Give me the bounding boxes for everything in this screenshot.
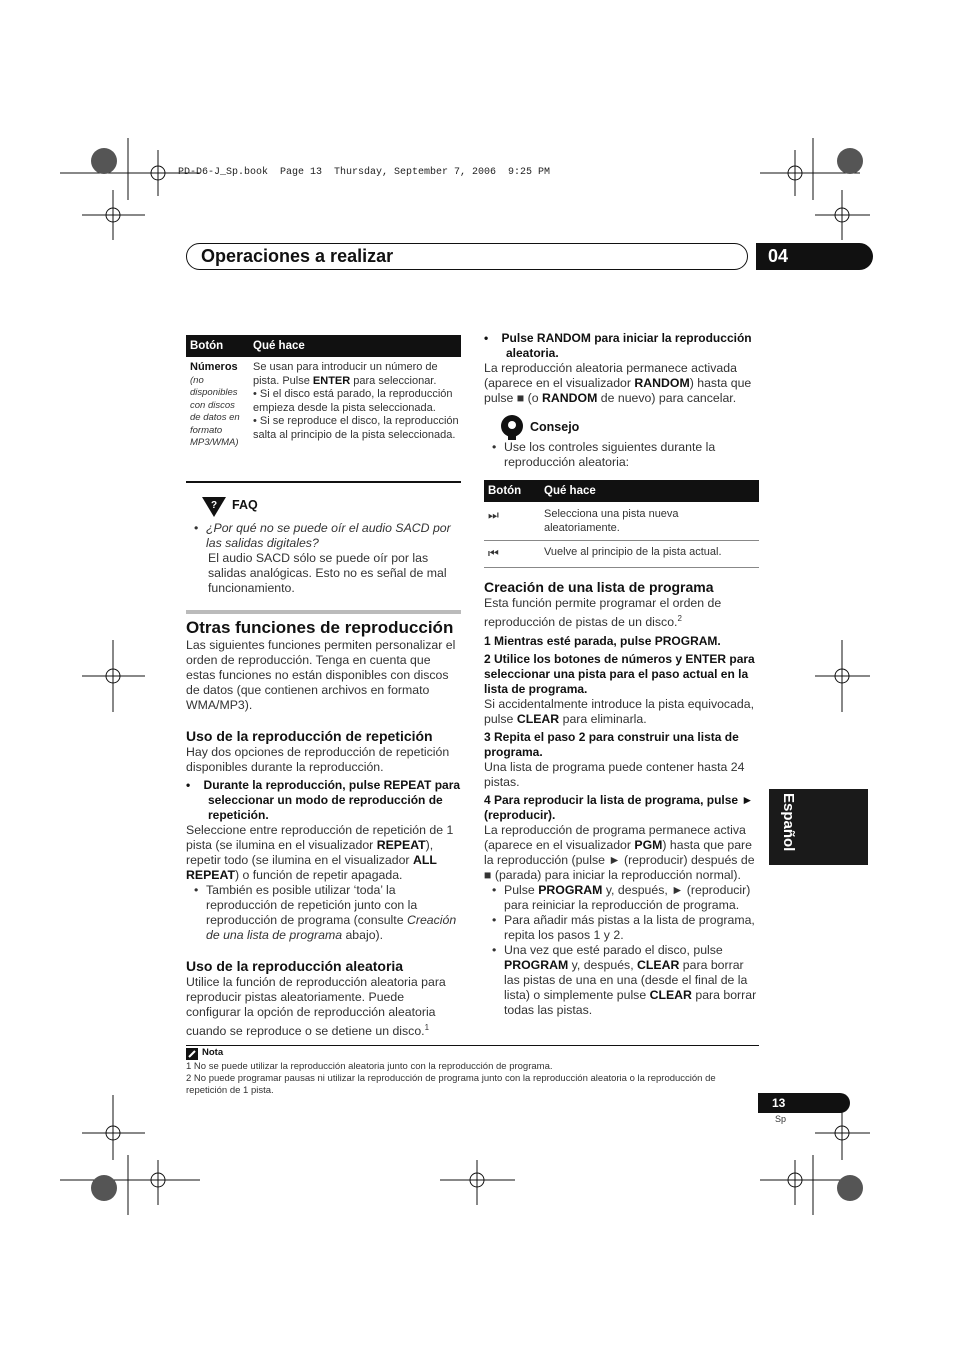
- row-key-note: (no disponibles con discos de datos en formato MP3/WMA): [190, 374, 240, 448]
- random-step: • Pulse RANDOM para iniciar la reproducción aleatoria.: [484, 331, 752, 360]
- note-1: 1 No se puede utilizar la reproducción aleatoria junto con la reproducción de programa.: [186, 1061, 553, 1072]
- row-desc-end: para seleccionar.: [350, 374, 437, 387]
- page-language: Sp: [775, 1114, 787, 1124]
- repeat-intro: Hay dos opciones de reproducción de repetición disponibles durante la reproducción.: [186, 745, 450, 774]
- faq-icon: [200, 493, 228, 519]
- page-number: 13: [758, 1093, 850, 1113]
- notes-divider: [186, 1045, 759, 1046]
- row-bullet: • Si se reproduce el disco, la reproducción salta al principio de la pista seleccionada.: [253, 415, 459, 441]
- program-bullet: • Pulse PROGRAM y, después, ► (reproducir) para reiniciar la reproducción de programa.: [484, 883, 759, 913]
- table-col-button: Botón: [190, 340, 224, 352]
- program-step-4-body: La reproducción de programa permanece activa (aparece en el visualizador PGM) hasta que pare la reproducción (pulse ► (reproducir) después de ■ (parada) para iniciar la reproducción normal).: [484, 823, 755, 883]
- notes: [186, 1047, 759, 1097]
- row-desc: Vuelve al principio de la pista actual.: [544, 546, 722, 558]
- table-row: [484, 502, 759, 541]
- buttons-table-header: [186, 335, 461, 357]
- note-2: 2 No puede programar pausas ni utilizar la reproducción de programa junto con la reproducción aleatoria o la reproducción de repetición de 1 pista.: [186, 1073, 716, 1096]
- random-step-body: La reproducción aleatoria permanece activada (aparece en el visualizador RANDOM) hasta que pulse ■ (o RANDOM de nuevo) para cancelar.: [484, 361, 752, 405]
- previous-track-icon: ⏮: [488, 546, 499, 560]
- chapter-number: 04: [756, 243, 873, 270]
- row-desc: Selecciona una pista nueva aleatoriamente.: [544, 508, 679, 534]
- section-title-random: Uso de la reproducción aleatoria: [186, 958, 404, 974]
- language-tab-label: Español: [780, 793, 797, 852]
- program-intro: Esta función permite programar el orden de reproducción de pistas de un disco.$^2$: [484, 596, 722, 630]
- program-step-2: 2 Utilice los botones de números y ENTER para seleccionar una pista para el paso actual en la lista de programa.: [484, 652, 755, 697]
- section-title-program: Creación de una lista de programa: [484, 579, 714, 595]
- section-title-other: Otras funciones de reproducción: [186, 618, 454, 637]
- section-title-repeat: Uso de la reproducción de repetición: [186, 728, 433, 744]
- repeat-bullet: • También es posible utilizar ‘toda’ la reproducción de repetición junto con la reproducción de programa (consulte Creación de una lista de programa abajo).: [186, 883, 461, 943]
- table-row: [484, 541, 759, 568]
- note-icon: [186, 1048, 198, 1060]
- enter-key-label: ENTER: [312, 374, 351, 387]
- file-info-line: PD-D6-J_Sp.book Page 13 Thursday, September 7, 2006 9:25 PM: [178, 167, 551, 178]
- tip-lightbulb-icon: [498, 414, 526, 442]
- table-row: [186, 357, 461, 483]
- section-intro: Las siguientes funciones permiten personalizar el orden de reproducción. Tenga en cuenta que estas funciones no están disponibles con discos de datos (que contienen archivos en formato WMA/MP3).: [186, 638, 456, 712]
- note-label: Nota: [202, 1047, 224, 1058]
- right-column: [484, 331, 759, 1018]
- table-col-button: Botón: [488, 485, 522, 497]
- repeat-step: • Durante la reproducción, pulse REPEAT para seleccionar un modo de reproducción de repetición.: [186, 778, 461, 822]
- program-bullet: • Para añadir más pistas a la lista de programa, repita los pasos 1 y 2.: [484, 913, 759, 943]
- program-step-3-body: Una lista de programa puede contener hasta 24 pistas.: [484, 760, 745, 790]
- row-key: Números: [190, 361, 238, 373]
- page-title: Operaciones a realizar: [201, 246, 394, 266]
- faq-question: • ¿Por qué no se puede oír el audio SACD por las salidas digitales?: [206, 521, 451, 550]
- tip-label: Consejo: [530, 420, 580, 434]
- next-track-icon: ⏭: [488, 508, 499, 522]
- random-body: Utilice la función de reproducción aleatoria para reproducir pistas aleatoriamente. Puede configurar la opción de reproducción aleatoria cuando se reproduce o se detiene un disco.$^1$: [186, 975, 446, 1039]
- random-table-header: [484, 480, 759, 502]
- program-step-4: 4 Para reproducir la lista de programa, pulse ► (reproducir).: [484, 793, 754, 823]
- faq-label: FAQ: [232, 498, 258, 512]
- repeat-body: Seleccione entre reproducción de repetición de 1 pista (se ilumina en el visualizador REPEAT), repetir todo (se ilumina en el visualizador ALL REPEAT) o función de repetir apagada.: [186, 823, 454, 882]
- left-column: [186, 335, 461, 1039]
- row-bullet: • Si el disco está parado, la reproducción empieza desde la pista seleccionada.: [253, 388, 453, 414]
- program-bullet: • Una vez que esté parado el disco, pulse PROGRAM y, después, CLEAR para borrar las pistas de una en una (desde el final de la lista) o simplemente pulse CLEAR para borrar todas las pistas.: [484, 943, 759, 1018]
- tip-text: • Use los controles siguientes durante la reproducción aleatoria:: [504, 440, 716, 469]
- program-step-1: 1 Mientras esté parada, pulse PROGRAM.: [484, 634, 721, 649]
- faq-answer: El audio SACD sólo se puede oír por las salidas analógicas. Esto no es señal de mal funcionamiento.: [208, 551, 447, 595]
- table-col-action: Qué hace: [544, 485, 596, 497]
- table-col-action: Qué hace: [253, 340, 305, 352]
- program-step-3: 3 Repita el paso 2 para construir una lista de programa.: [484, 730, 739, 760]
- row-desc: Se usan para introducir un número de pista. Pulse: [253, 361, 438, 387]
- language-tab: [769, 789, 868, 865]
- program-step-2-body: Si accidentalmente introduce la pista equivocada, pulse CLEAR para eliminarla.: [484, 697, 755, 727]
- svg-text:?: ?: [211, 500, 218, 511]
